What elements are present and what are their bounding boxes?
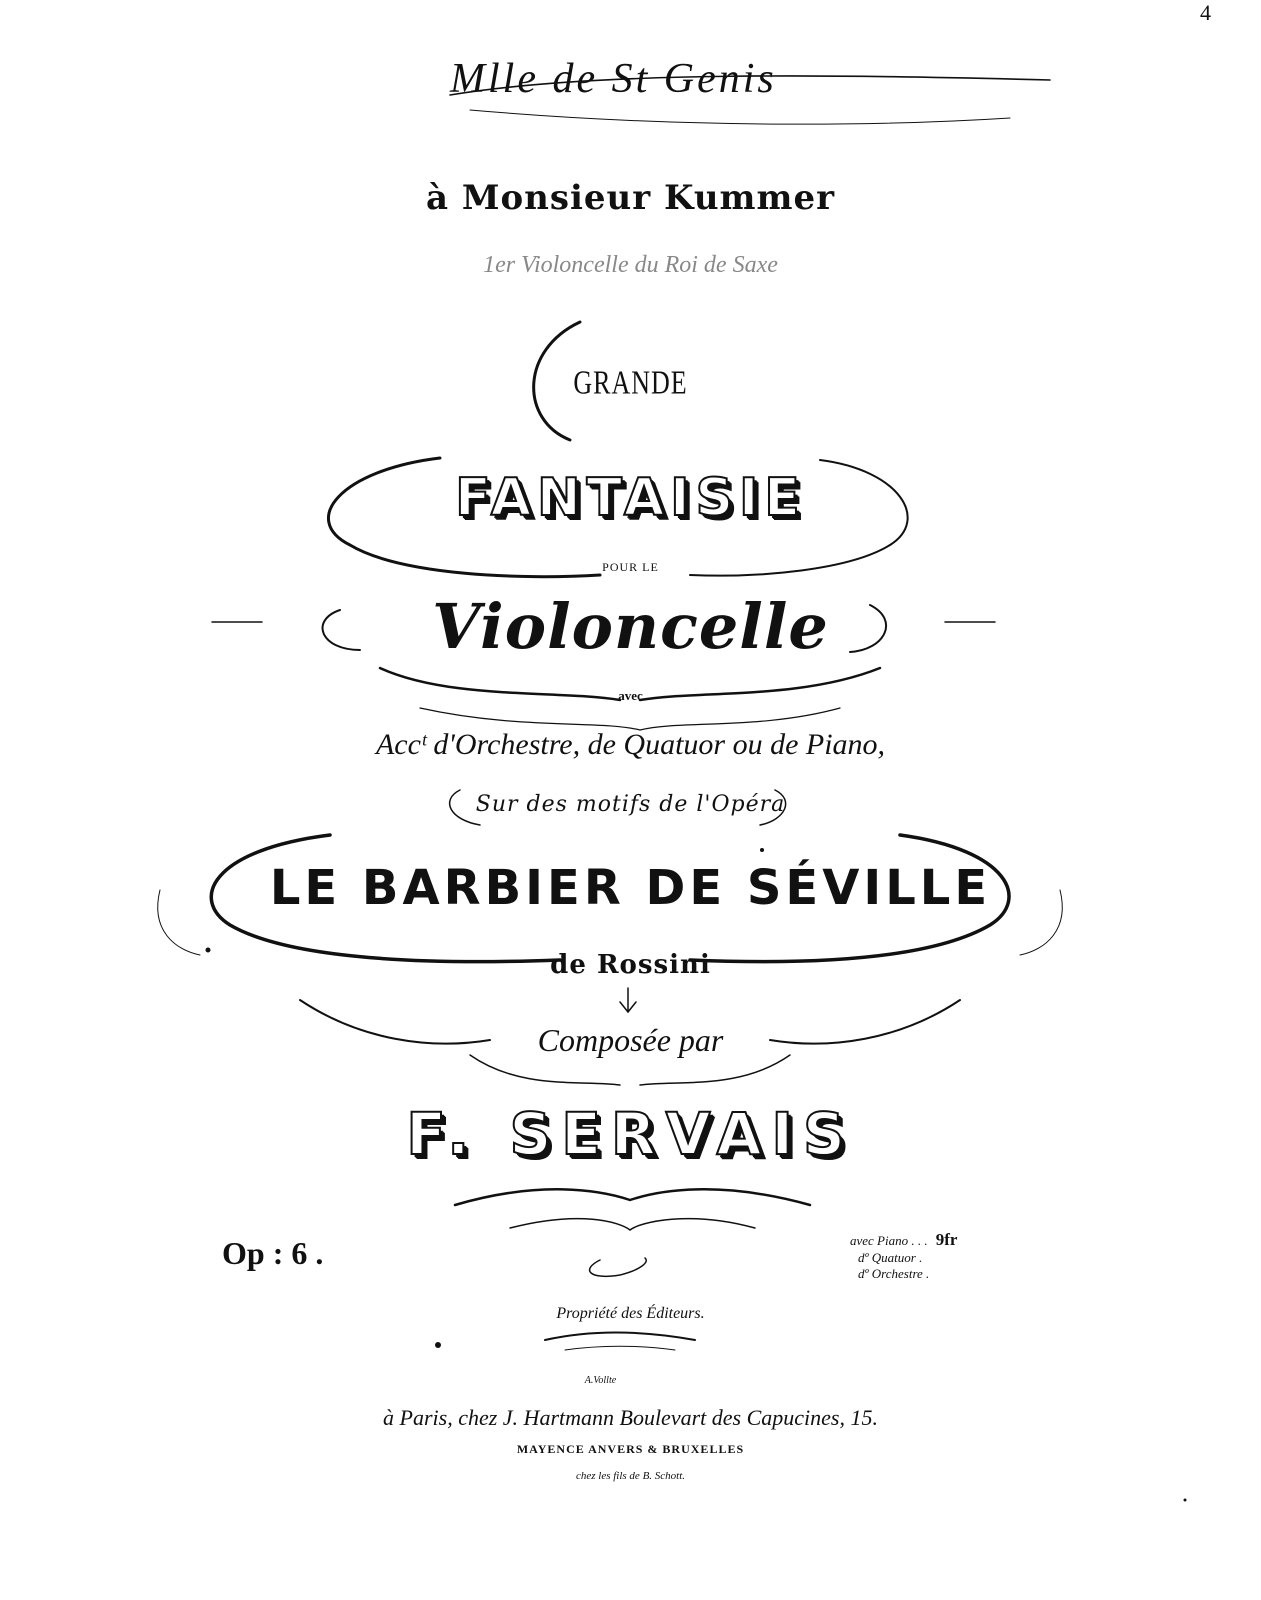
handwritten-signature: Mlle de St Genis: [450, 56, 777, 102]
schott-line: chez les fils de B. Schott.: [575, 1470, 686, 1482]
opera-title: LE BARBIER DE SÉVILLE: [269, 860, 992, 916]
publisher-line: à Paris, chez J. Hartmann Boulevart des Capucines, 15.: [383, 1405, 878, 1430]
fantaisie-title: FANTAISIE: [455, 468, 806, 528]
pour-le-label: POUR LE: [602, 560, 659, 574]
dedication: à Monsieur Kummer: [425, 178, 836, 218]
corner-page-number: 4: [1200, 0, 1211, 25]
publisher-cities: MAYENCE ANVERS & BRUXELLES: [516, 1442, 745, 1456]
plate-number: A.Vollte: [584, 1375, 617, 1386]
avec-label: avec: [618, 688, 643, 703]
propriete-line: Propriété des Éditeurs.: [556, 1305, 705, 1322]
price-piano-value: 9fr: [935, 1230, 958, 1249]
composer-name: F. SERVAIS: [406, 1100, 855, 1168]
composee-par: Composée par: [537, 1022, 724, 1058]
opus-number: Op : 6 .: [222, 1235, 324, 1271]
price-piano-label: avec Piano . . .: [850, 1233, 928, 1248]
dedication-subtitle: 1er Violoncelle du Roi de Saxe: [483, 252, 778, 278]
violoncelle-title: Violoncelle: [432, 590, 829, 663]
de-rossini: de Rossini: [550, 950, 711, 980]
price-orchestre-label: dº Orchestre .: [858, 1266, 930, 1281]
grande-heading: GRANDE: [573, 363, 688, 402]
sur-motifs-line: Sur des motifs de l'Opéra: [475, 792, 786, 817]
accompaniment-line: Accᵗ d'Orchestre, de Quatuor ou de Piano,: [375, 728, 886, 761]
price-list: [850, 1230, 1050, 1282]
price-quatuor-label: dº Quatuor .: [858, 1250, 923, 1265]
